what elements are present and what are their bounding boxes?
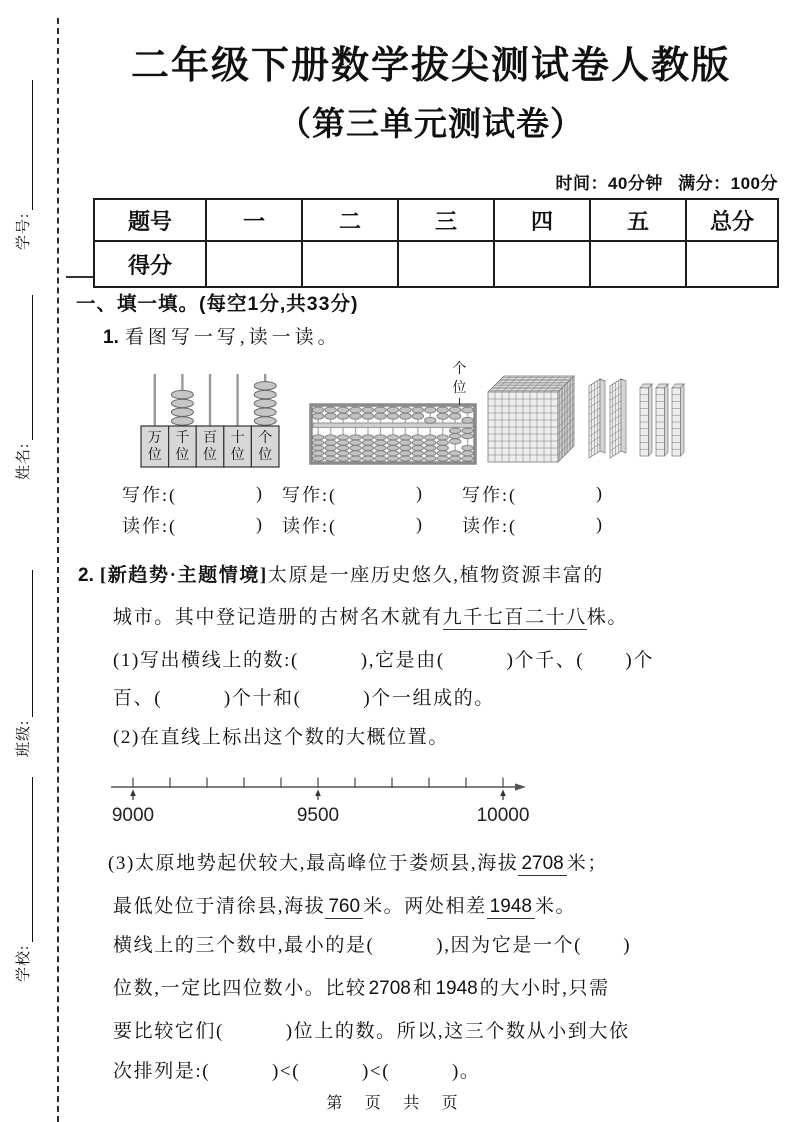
score-cell-empty	[398, 241, 494, 287]
write-row	[462, 478, 604, 509]
question-1-prompt	[103, 322, 341, 349]
write-row	[122, 478, 264, 509]
place-value-frame	[139, 371, 281, 469]
elevation-low: 760	[325, 896, 363, 919]
answer-column-1	[122, 478, 264, 540]
svg-text:位: 位	[203, 448, 217, 463]
score-cell-empty	[686, 241, 778, 287]
paren-close: )	[256, 514, 264, 534]
class-blank	[17, 570, 33, 717]
answer-column-2	[282, 478, 424, 540]
score-table-header-row	[94, 199, 778, 241]
part3-l2-pre: 最低处位于清徐县,海拔	[113, 896, 326, 917]
question-2-part3-line3: 横线上的三个数中,最小的是( ),因为它是一个( )	[113, 935, 632, 956]
svg-text:万: 万	[147, 431, 162, 446]
school-label: 学校:	[16, 944, 32, 982]
question-1-text: 看图写一写,读一读。	[124, 327, 341, 348]
svg-text:十: 十	[230, 431, 245, 446]
read-label: 读作:(	[462, 515, 517, 536]
score-table-label-question: 题号	[94, 199, 206, 241]
name-label: 姓名:	[16, 442, 32, 480]
part3-l2-post: 米。	[534, 896, 577, 917]
compare-number-2: 1948	[435, 978, 478, 999]
abacus-figure	[309, 403, 477, 465]
answer-column-3	[462, 478, 604, 540]
student-number-label: 学号:	[16, 212, 32, 250]
question-2-part3-line4	[113, 973, 610, 1000]
sidebar-field-name	[12, 295, 33, 480]
score-table-score-row	[94, 241, 778, 287]
page-footer: 第 页 共 页	[326, 1095, 467, 1112]
abacus-units-label: 个位	[452, 362, 467, 396]
score-cell-empty	[302, 241, 398, 287]
score-table	[93, 198, 779, 288]
exam-full-score: 满分：100分	[678, 174, 778, 193]
underlined-number-words: 九千七百二十八	[442, 607, 587, 628]
elevation-diff: 1948	[487, 896, 535, 919]
score-table-label-score: 得分	[94, 241, 206, 287]
score-col-3: 三	[398, 199, 494, 241]
abacus-units-pointer	[459, 398, 460, 405]
question-2-part1-line1: (1)写出横线上的数:( ),它是由( )个千、( )个	[113, 650, 654, 671]
write-label: 写作:(	[122, 484, 177, 505]
line2-pre: 城市。其中登记造册的古树名木就有	[113, 607, 443, 628]
part3-l2-mid: 米。两处相差	[363, 896, 487, 917]
read-label: 读作:(	[282, 515, 337, 536]
question-2-tag: [新趋势·主题情境]	[99, 565, 268, 586]
name-blank	[17, 295, 33, 440]
base-ten-blocks	[486, 372, 686, 464]
svg-text:位: 位	[258, 448, 273, 463]
paren-close: )	[596, 514, 604, 534]
write-row	[282, 478, 424, 509]
section-one-heading: 一、填一填。(每空1分,共33分)	[76, 293, 359, 315]
paren-close: )	[416, 514, 424, 534]
svg-text:10000: 10000	[476, 805, 530, 826]
question-2-part3-line1	[108, 848, 608, 875]
elevation-high: 2708	[518, 853, 566, 876]
svg-text:个: 个	[258, 431, 273, 446]
question-2-part2: (2)在直线上标出这个数的大概位置。	[113, 727, 449, 748]
score-col-1: 一	[206, 199, 302, 241]
write-label: 写作:(	[462, 484, 517, 505]
question-2-line-1	[78, 560, 604, 587]
line2-post: 株。	[586, 607, 629, 628]
score-col-4: 四	[494, 199, 590, 241]
paren-close: )	[256, 483, 264, 503]
fold-mark	[66, 276, 93, 278]
svg-text:位: 位	[175, 448, 190, 463]
school-blank	[17, 777, 33, 942]
question-1-number: 1.	[103, 327, 119, 348]
question-2-part3-line5: 要比较它们( )位上的数。所以,这三个数从小到大依	[113, 1021, 630, 1042]
read-row	[282, 509, 424, 540]
student-number-blank	[17, 80, 33, 210]
part3-l4-post: 的大小时,只需	[479, 978, 610, 999]
svg-text:位: 位	[230, 448, 245, 463]
svg-text:位: 位	[147, 448, 162, 463]
svg-text:9500: 9500	[296, 805, 340, 826]
part3-l4-pre: 位数,一定比四位数小。比较	[113, 978, 367, 999]
paper-title: 二年级下册数学拔尖测试卷人教版	[130, 45, 731, 87]
question-2-intro: 太原是一座历史悠久,植物资源丰富的	[267, 565, 604, 586]
read-row	[122, 509, 264, 540]
compare-number-1: 2708	[368, 978, 411, 999]
svg-text:千: 千	[175, 431, 190, 446]
sidebar-field-school	[12, 777, 33, 982]
numberline-figure	[105, 769, 535, 831]
score-cell-empty	[206, 241, 302, 287]
question-2-part1-line2: 百、( )个十和( )个一组成的。	[113, 688, 495, 709]
part3-l4-mid: 和	[412, 978, 434, 999]
score-cell-empty	[590, 241, 686, 287]
question-2-part3-line6: 次排列是:( )<( )<( )。	[113, 1061, 481, 1082]
question-2-part3-line2	[113, 891, 576, 918]
score-col-2: 二	[302, 199, 398, 241]
sidebar-field-class	[12, 570, 33, 757]
class-label: 班级:	[16, 719, 32, 757]
sidebar-field-student-number	[12, 80, 33, 250]
write-label: 写作:(	[282, 484, 337, 505]
cut-dashed-line	[57, 18, 59, 1122]
read-row	[462, 509, 604, 540]
part3-l1-post: 米；	[566, 853, 608, 874]
question-2-line-2	[113, 602, 628, 629]
paren-close: )	[596, 483, 604, 503]
question-2-number: 2.	[78, 565, 94, 586]
paren-close: )	[416, 483, 424, 503]
svg-text:百: 百	[203, 431, 217, 446]
paper-subtitle: （第三单元测试卷）	[278, 105, 584, 142]
part3-l1-pre: (3)太原地势起伏较大,最高峰位于娄烦县,海拔	[108, 853, 519, 874]
svg-text:9000: 9000	[111, 805, 155, 826]
exam-meta	[545, 169, 778, 194]
score-cell-empty	[494, 241, 590, 287]
exam-time: 时间：40分钟	[555, 174, 663, 193]
score-col-5: 五	[590, 199, 686, 241]
read-label: 读作:(	[122, 515, 177, 536]
score-col-total: 总分	[686, 199, 778, 241]
